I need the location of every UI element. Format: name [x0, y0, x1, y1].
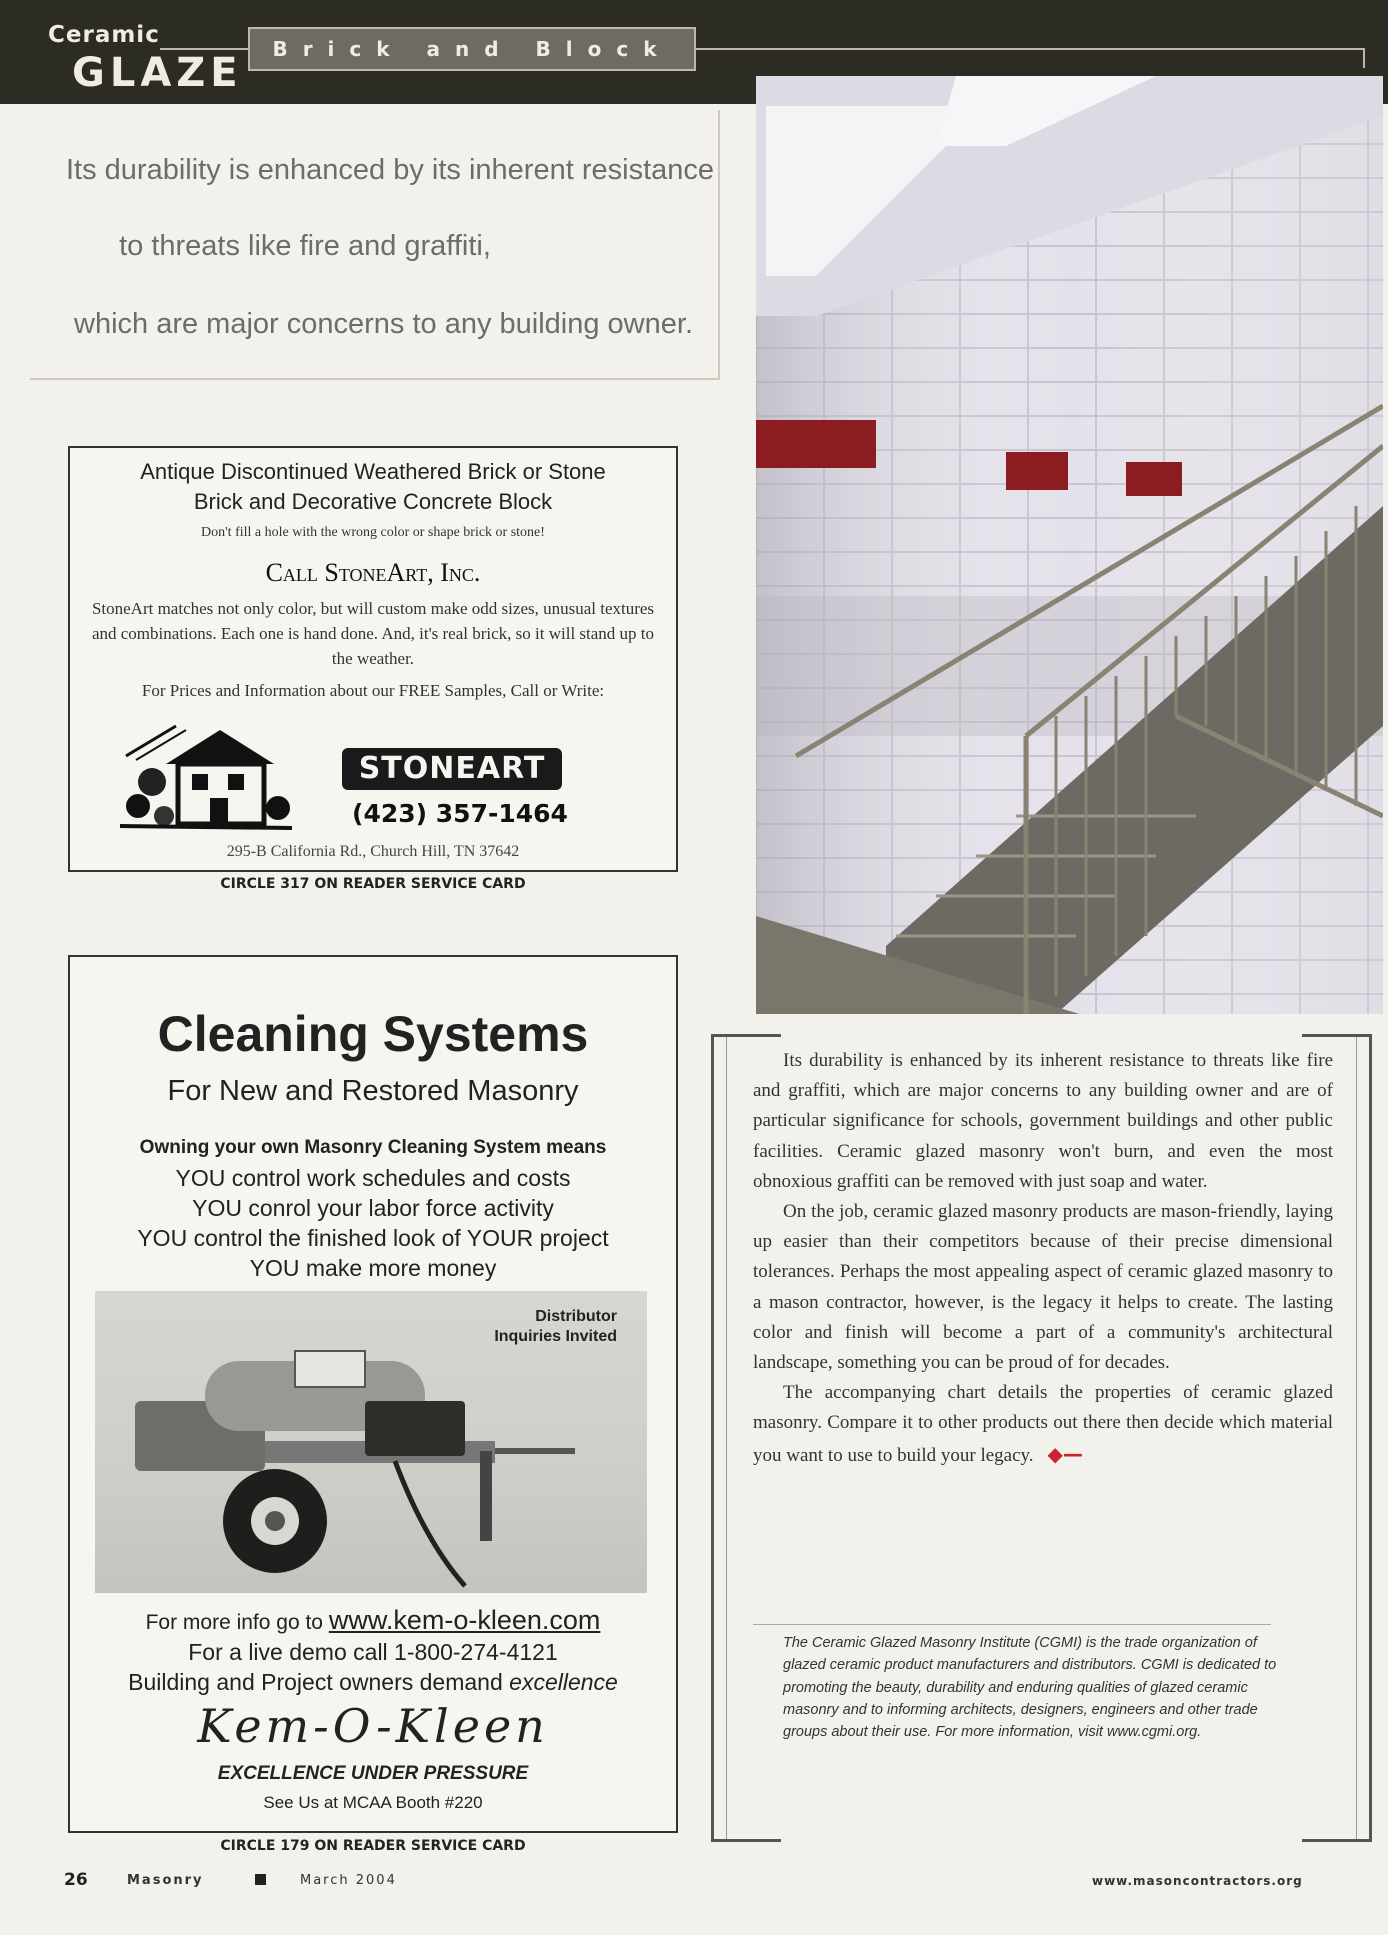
stoneart-ad [68, 446, 678, 872]
distributor-note: Distributor Inquiries Invited [494, 1308, 617, 1345]
ad-slogan: EXCELLENCE UNDER PRESSURE [217, 1763, 529, 1784]
frame-tick [711, 1839, 781, 1842]
ad-call-heading: Call StoneArt, Inc. [265, 558, 481, 587]
reader-service-note: CIRCLE 317 ON READER SERVICE CARD [220, 876, 526, 892]
ad-intro: Owning your own Masonry Cleaning System means [139, 1137, 607, 1158]
house-illustration [116, 716, 296, 836]
article-note: The Ceramic Glazed Masonry Institute (CGMI) is the trade organization of glazed ceramic product manufacturers and distributors. CGMI is dedicated to promoting the beauty, durability and enduring qualities of glazed ceramic masonry and to informing architects, designers, engineers and other trade groups about their use. For more information, visit www.cgmi.org. [783, 1635, 1277, 1741]
end-mark-icon: ◆— [1047, 1441, 1083, 1466]
frame-tick [1302, 1034, 1372, 1037]
ad-tagline: Don't fill a hole with the wrong color or shape brick or stone! [201, 525, 545, 540]
ad-title: Cleaning Systems [157, 1006, 589, 1062]
pressure-washer-photo [95, 1291, 647, 1593]
ad-owners-emphasis: excellence [509, 1669, 618, 1695]
article-paragraph-text: On the job, ceramic glazed masonry products are mason-friendly, laying up easier than their competitors because of their precise dimensional tolerances. Perhaps the most appealing aspect of ceramic glazed masonry to a mason contractor, however, is the legacy it helps to create. The lasting color and finish will become a part of a community's architectural landscape, something you can be proud of for decades. [753, 1201, 1333, 1374]
frame-tick [1302, 1839, 1372, 1842]
footer-separator-icon [255, 1874, 266, 1885]
article-paragraph [753, 1197, 1333, 1378]
cleaning-systems-ad [68, 955, 678, 1833]
ad-body: StoneArt matches not only color, but will custom make odd sizes, unusual textures and combinations. Each one is hand done. And, it's real brick, so it will stand up to the weather. [91, 599, 655, 668]
article-frame-left [711, 1034, 727, 1842]
ad-bullet: YOU make more money [249, 1255, 497, 1281]
article-frame-right [1356, 1034, 1372, 1842]
ad-info-prefix: For more info go to [145, 1611, 329, 1634]
stairwell-illustration [756, 76, 1383, 1014]
stairwell-photo [756, 76, 1383, 1014]
ad-headline: Antique Discontinued Weathered Brick or Stone [140, 459, 606, 484]
article-paragraph-text: The accompanying chart details the properties of ceramic glazed masonry. Compare it to other products out there then decide which material you want to use to build your legacy. [753, 1382, 1333, 1466]
section-label-main: GLAZE [72, 50, 243, 96]
article-body [753, 1046, 1333, 1471]
magazine-name: Masonry [127, 1873, 204, 1888]
ad-headline: Brick and Decorative Concrete Block [193, 489, 553, 514]
pressure-washer-illustration [95, 1291, 647, 1593]
stoneart-logo: STONEART [342, 748, 562, 790]
pull-quote-line: to threats like fire and graffiti, [119, 230, 491, 262]
ad-bullet: YOU conrol your labor force activity [192, 1195, 554, 1221]
ad-subtitle: For New and Restored Masonry [167, 1075, 579, 1107]
ad-demo-line: For a live demo call 1-800-274-4121 [188, 1639, 558, 1665]
article-paragraph: Its durability is enhanced by its inherent resistance to threats like fire and graffiti, which are major concerns to any building owner and are of particular significance for schools, government buildings and other public facilities. Ceramic glazed masonry won't burn, and even the most obnoxious graffiti can be removed with just soap and water. [753, 1050, 1333, 1192]
ad-prices-text: For Prices and Information about our FREE Samples, Call or Write: [141, 681, 605, 700]
article-paragraph [753, 1378, 1333, 1471]
ad-phone: (423) 357-1464 [352, 799, 568, 828]
note-rule [753, 1624, 1271, 1625]
header-rule-end [1363, 48, 1365, 68]
subsection-tab: Brick and Block [248, 27, 696, 71]
kem-o-kleen-logo: Kem-O-Kleen [197, 1699, 549, 1753]
ad-owners-prefix: Building and Project owners demand [128, 1669, 510, 1695]
ad-info-line [70, 1605, 676, 1636]
pull-quote-line: which are major concerns to any building owner. [74, 308, 693, 340]
pull-quote-line: Its durability is enhanced by its inherent resistance [66, 154, 715, 186]
ad-owners-line [70, 1669, 676, 1696]
reader-service-note: CIRCLE 179 ON READER SERVICE CARD [220, 1838, 526, 1854]
ad-bullet: YOU control work schedules and costs [175, 1165, 571, 1191]
page-number: 26 [64, 1870, 88, 1890]
ad-address: 295-B California Rd., Church Hill, TN 37642 [226, 843, 520, 860]
section-label-top: Ceramic [48, 22, 160, 48]
footer-url: www.masoncontractors.org [1092, 1874, 1303, 1888]
pull-quote [30, 110, 720, 380]
ad-booth: See Us at MCAA Booth #220 [263, 1793, 483, 1812]
frame-tick [711, 1034, 781, 1037]
ad-bullet: YOU control the finished look of YOUR project [137, 1225, 609, 1251]
issue-date: March 2004 [300, 1873, 397, 1888]
kem-o-kleen-link[interactable]: www.kem-o-kleen.com [328, 1605, 601, 1635]
